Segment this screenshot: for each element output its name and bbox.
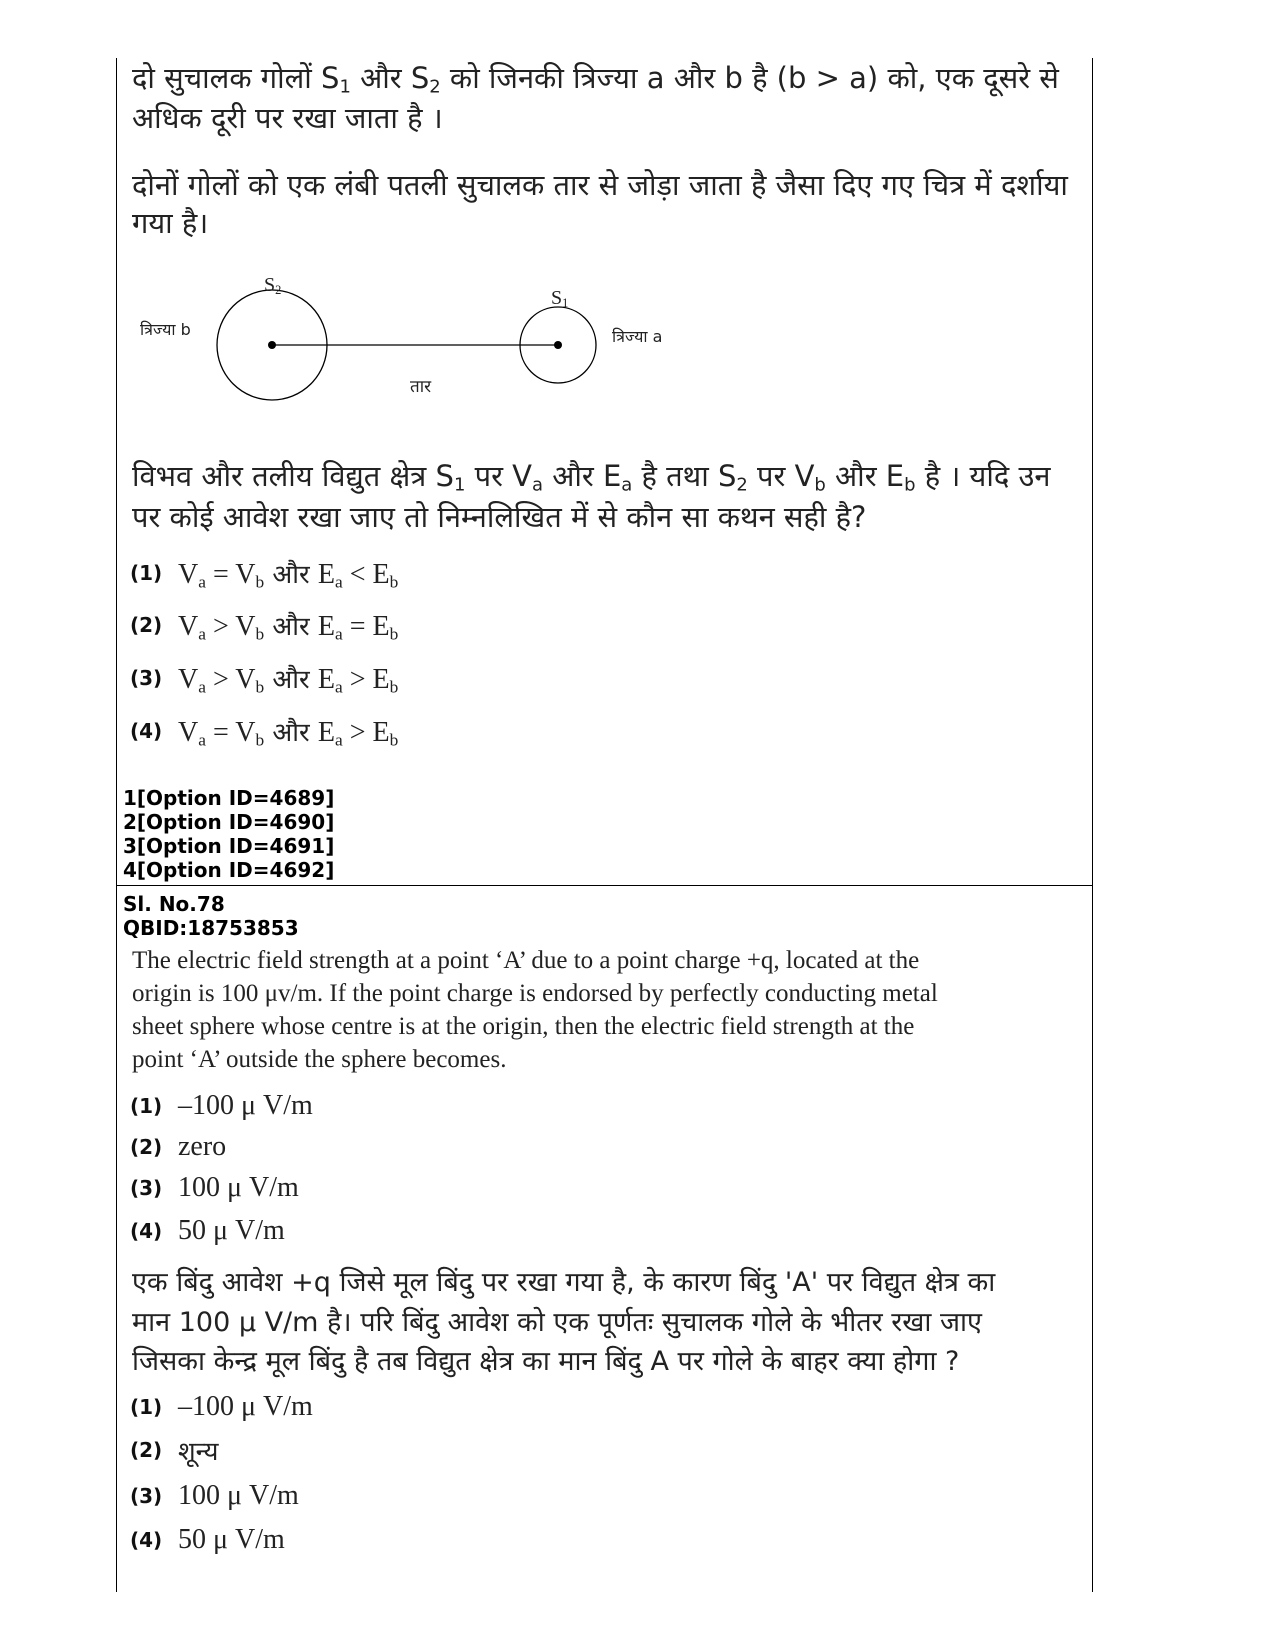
q77-intro-line1: दो सुचालक गोलों $S_1$ और $S_2$ को जिनकी त्रिज्या a और b है (b > a) को, एक दूसरे से — [132, 61, 1059, 98]
radius-a-label: त्रिज्या a — [612, 327, 663, 346]
s1-center-dot — [554, 341, 562, 349]
wire-label: तार — [410, 377, 432, 397]
option-id-2: 2[Option ID=4690] — [123, 810, 335, 834]
option-id-4: 4[Option ID=4692] — [123, 858, 335, 882]
q78-hi-option-4[interactable]: (4) 50 μ V/m — [130, 1524, 285, 1555]
serial-number: Sl. No.78 — [123, 892, 225, 916]
q78-en-option-1[interactable]: (1) –100 μ V/m — [130, 1090, 313, 1121]
q78-hi-line3: जिसका केन्द्र मूल बिंदु है तब विद्युत क्षेत्र का मान बिंदु A पर गोले के बाहर क्या होगा ? — [132, 1346, 960, 1377]
q77-option-3[interactable]: (3) $V_a > V_b$ और $E_a > E_b$ — [130, 658, 398, 698]
q77-wire-desc-line1: दोनों गोलों को एक लंबी पतली सुचालक तार से जोड़ा जाता है जैसा दिए गए चित्र में दर्शाया — [132, 168, 1068, 202]
option-id-3: 3[Option ID=4691] — [123, 834, 335, 858]
q78-en-line4: point ‘A’ outside the sphere becomes. — [132, 1046, 507, 1073]
q78-en-line1: The electric field strength at a point ‘A’ due to a point charge +q, located at the — [132, 947, 920, 974]
q77-option-4-text: $V_a = V_b$ और $E_a > E_b$ — [178, 717, 399, 750]
q77-option-1[interactable]: (1) $V_a = V_b$ और $E_a < E_b$ — [130, 553, 398, 593]
s2-center-dot — [268, 341, 276, 349]
q78-en-line2: origin is 100 μv/m. If the point charge is endorsed by perfectly conducting metal — [132, 980, 938, 1007]
q77-question-line2: पर कोई आवेश रखा जाए तो निम्नलिखित में से कौन सा कथन सही है? — [132, 500, 867, 534]
q78-en-option-2[interactable]: (2) zero — [130, 1131, 227, 1162]
s1-label: $S_1$ — [551, 287, 569, 311]
q78-en-option-3[interactable]: (3) 100 μ V/m — [130, 1172, 299, 1203]
q77-option-2-text: $V_a > V_b$ और $E_a = E_b$ — [178, 611, 399, 644]
q77-option-3-text: $V_a > V_b$ और $E_a > E_b$ — [178, 664, 399, 697]
question-divider — [116, 885, 1092, 886]
q78-hi-option-2[interactable]: (2) शून्य — [130, 1437, 219, 1467]
q77-option-2[interactable]: (2) $V_a > V_b$ और $E_a = E_b$ — [130, 605, 398, 645]
s2-label: $S_2$ — [264, 274, 282, 298]
question-bank-id: QBID:18753853 — [123, 916, 299, 940]
q77-option-1-text: $V_a = V_b$ और $E_a < E_b$ — [178, 559, 399, 592]
q78-en-option-4[interactable]: (4) 50 μ V/m — [130, 1215, 285, 1246]
q77-wire-desc-line2: गया है। — [132, 206, 209, 240]
q78-en-line3: sheet sphere whose centre is at the origin, then the electric field strength at the — [132, 1013, 915, 1040]
q77-question-line1: विभव और तलीय विद्युत क्षेत्र $S_1$ पर $V_a$ और $E_a$ है तथा $S_2$ पर $V_b$ और $E_b$ है । यदि उन — [132, 459, 1051, 496]
radius-b-label: त्रिज्या b — [140, 320, 191, 339]
spheres-figure — [130, 275, 690, 420]
q78-hi-option-3[interactable]: (3) 100 μ V/m — [130, 1480, 299, 1511]
q78-hi-option-1[interactable]: (1) –100 μ V/m — [130, 1391, 313, 1422]
q78-hi-line1: एक बिंदु आवेश +q जिसे मूल बिंदु पर रखा गया है, के कारण बिंदु 'A' पर विद्युत क्षेत्र का — [132, 1267, 996, 1298]
q77-option-4[interactable]: (4) $V_a = V_b$ और $E_a > E_b$ — [130, 711, 398, 751]
q77-intro-line2: अधिक दूरी पर रखा जाता है । — [132, 101, 443, 135]
option-id-1: 1[Option ID=4689] — [123, 786, 335, 810]
q78-hi-line2: मान 100 μ V/m है। परि बिंदु आवेश को एक पूर्णतः सुचालक गोले के भीतर रखा जाए — [132, 1307, 982, 1338]
